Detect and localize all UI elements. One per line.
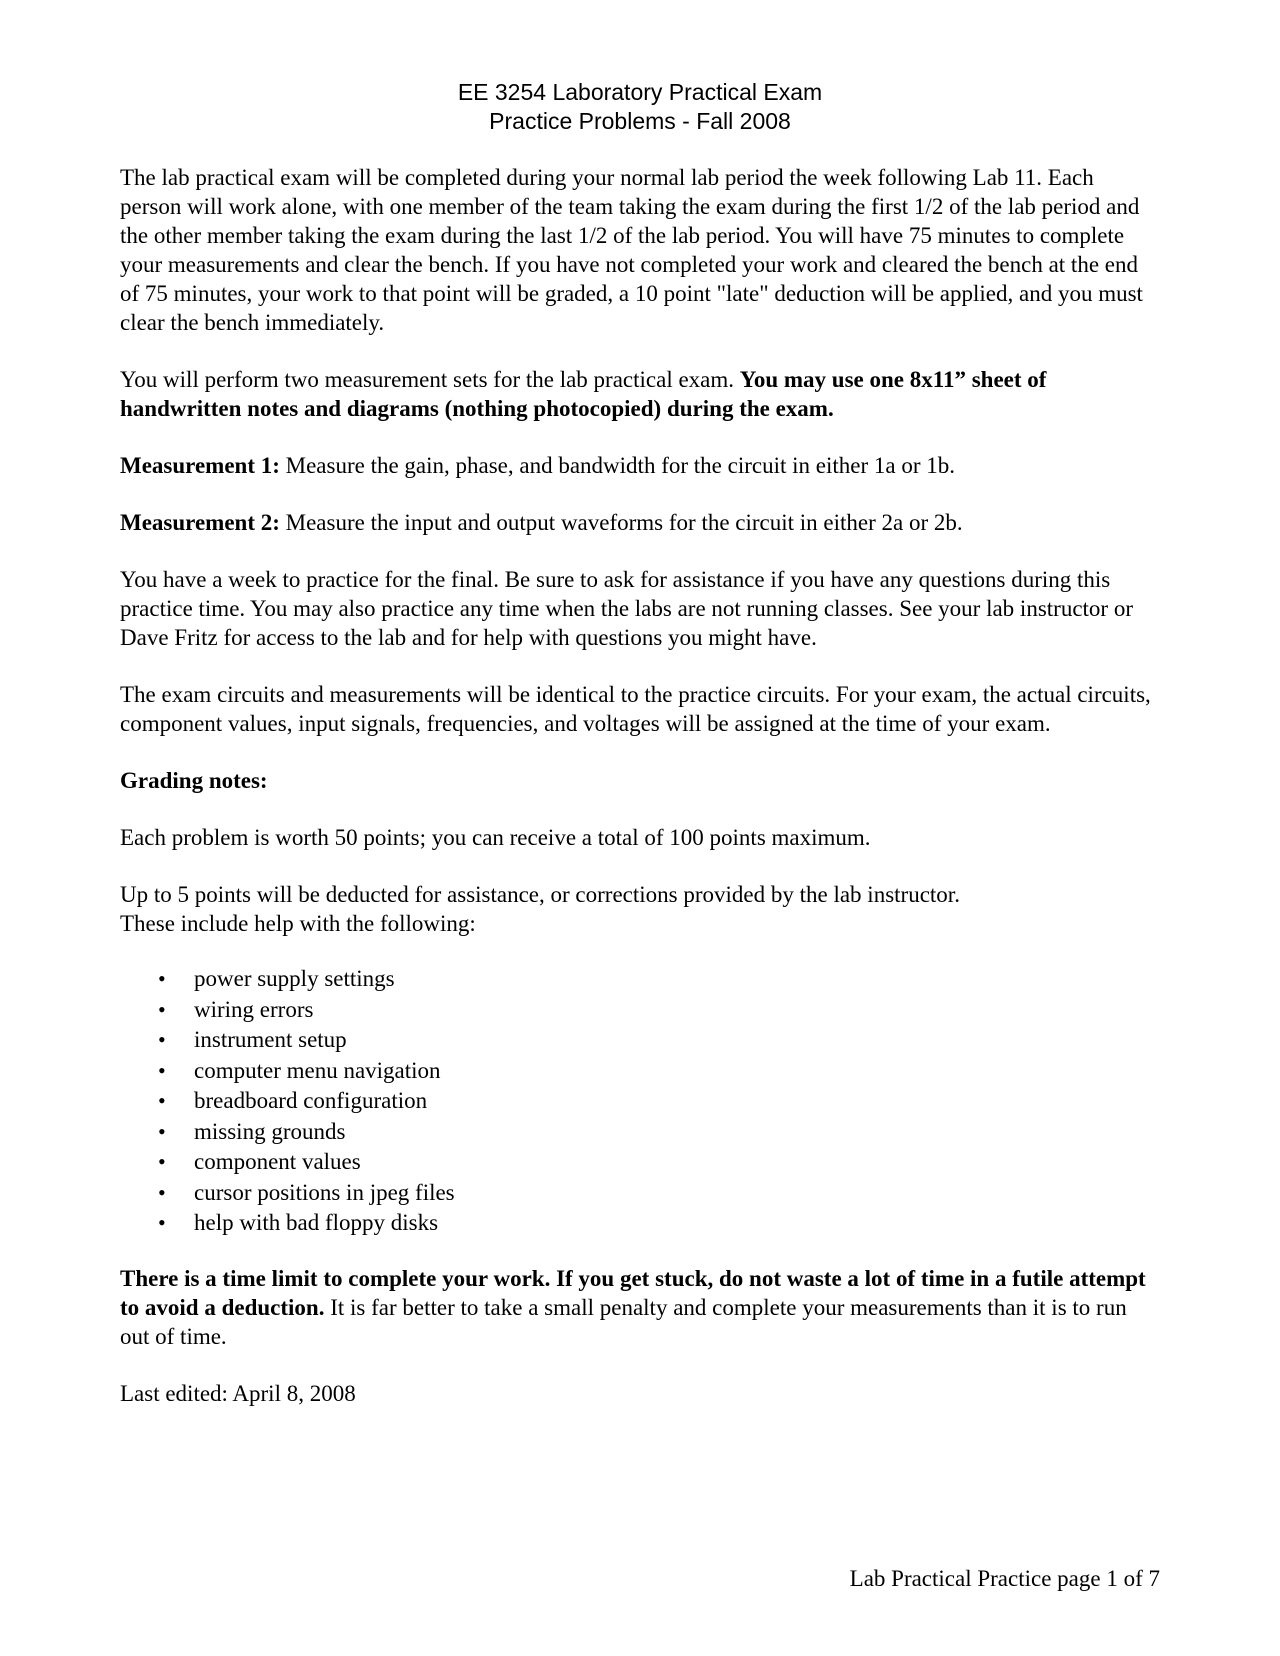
spacer (120, 480, 1160, 508)
list-item: • breadboard configuration (158, 1086, 1160, 1117)
bullet-icon: • (158, 966, 166, 991)
bullet-icon: • (158, 1118, 166, 1144)
deduction-line1: Up to 5 points will be deducted for assistance, or corrections provided by the lab instructor. (120, 882, 960, 907)
document-page (120, 78, 1160, 1408)
document-title-line1: EE 3254 Laboratory Practical Exam (457, 79, 823, 105)
measurement-sets-bold: You may use one 8x11” sheet of handwritten notes and diagrams (nothing photocopied) during the exam. (120, 367, 1047, 421)
list-item: • help with bad floppy disks (158, 1208, 1160, 1239)
bullet-icon: • (158, 1179, 166, 1205)
spacer (120, 738, 1160, 766)
spacer (120, 1351, 1160, 1379)
bullet-icon: • (158, 1027, 166, 1052)
list-item: • power supply settings (158, 964, 1160, 995)
measurement1-label: Measurement 1: (120, 453, 280, 478)
practice-paragraph: You have a week to practice for the final. Be sure to ask for assistance if you have any questions during this practice time. You may also practice any time when the labs are not running classes. See your lab instructor or Dave Fritz for access to the lab and for help with questions you might have. (120, 567, 1133, 650)
measurement-sets-text: You will perform two measurement sets for the lab practical exam. (120, 367, 740, 392)
assistance-list (120, 964, 1160, 1239)
grading-points-paragraph: Each problem is worth 50 points; you can receive a total of 100 points maximum. (120, 825, 871, 850)
measurement1-text: Measure the gain, phase, and bandwidth for the circuit in either 1a or 1b. (279, 453, 955, 478)
bullet-icon: • (158, 996, 166, 1022)
measurement-sets-paragraph (120, 365, 1160, 423)
bullet-icon: • (158, 1088, 166, 1113)
spacer (120, 423, 1160, 451)
document-title-line2: Practice Problems - Fall 2008 (489, 108, 791, 134)
last-edited: Last edited: April 8, 2008 (120, 1380, 356, 1406)
spacer (120, 852, 1160, 880)
measurement2-label: Measurement 2: (120, 510, 280, 535)
deduction-line2: These include help with the following: (120, 911, 476, 936)
bullet-icon: • (158, 1210, 166, 1235)
list-item: • cursor positions in jpeg files (158, 1178, 1160, 1209)
measurement1-paragraph (120, 451, 1160, 480)
measurement2-paragraph (120, 508, 1160, 537)
list-item: • computer menu navigation (158, 1056, 1160, 1087)
bullet-icon: • (158, 1057, 166, 1083)
page-footer: Lab Practical Practice page 1 of 7 (849, 1566, 1160, 1591)
grading-heading-text: Grading notes: (120, 768, 268, 793)
spacer (120, 136, 1160, 163)
time-limit-paragraph (120, 1264, 1160, 1351)
time-limit-text: It is far better to take a small penalty and complete your measurements than it is to run out of time. (120, 1294, 1127, 1349)
list-item: • instrument setup (158, 1025, 1160, 1056)
time-limit-bold: There is a time limit to complete your work. If you get stuck, do not waste a lot of time in a futile attempt to avoid a deduction. (120, 1265, 1146, 1320)
spacer (120, 652, 1160, 680)
list-item: • wiring errors (158, 995, 1160, 1026)
circuits-paragraph: The exam circuits and measurements will be identical to the practice circuits. For your exam, the actual circuits, component values, input signals, frequencies, and voltages will be assigned at the time of your exam. (120, 682, 1151, 736)
bullet-icon: • (158, 1149, 166, 1174)
grading-heading (120, 766, 1160, 795)
intro-paragraph: The lab practical exam will be completed during your normal lab period the week following Lab 11. Each person will work alone, with one member of the team taking the exam during the first 1/2 of the lab period and the other member taking the exam during the last 1/2 of the lab period. You will have 75 minutes to complete your measurements and clear the bench. If you have not completed your work and cleared the bench at the end of 75 minutes, your work to that point will be graded, a 10 point "late" deduction will be applied, and you must clear the bench immediately. (120, 165, 1143, 335)
spacer (120, 1239, 1160, 1264)
spacer (120, 537, 1160, 565)
spacer (120, 337, 1160, 365)
list-item: • component values (158, 1147, 1160, 1178)
spacer (120, 938, 1160, 964)
spacer (120, 795, 1160, 823)
list-item: • missing grounds (158, 1117, 1160, 1148)
measurement2-text: Measure the input and output waveforms for the circuit in either 2a or 2b. (279, 510, 963, 535)
